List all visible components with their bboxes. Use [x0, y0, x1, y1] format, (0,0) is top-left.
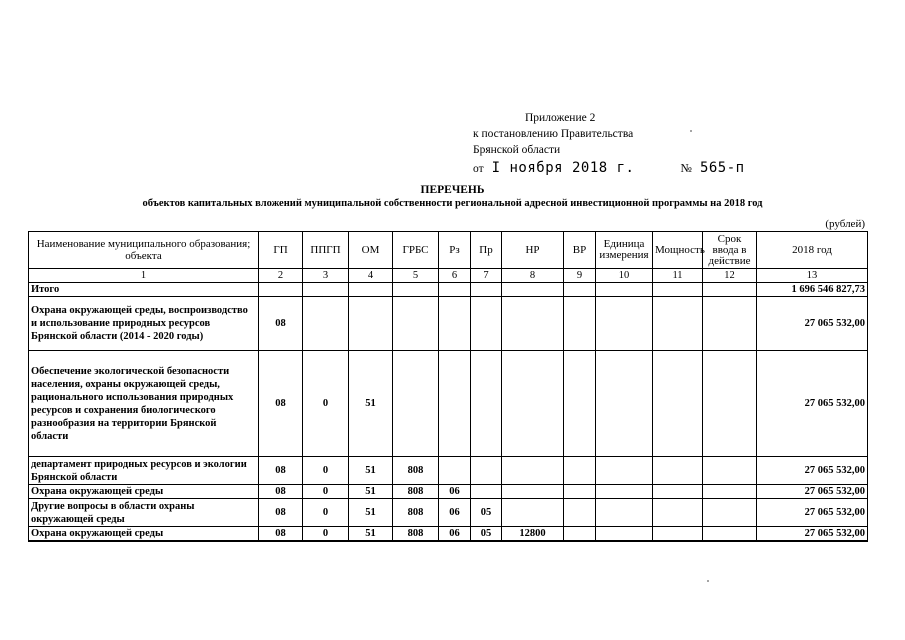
header-cell: Наименование муниципального образования; объекта — [29, 232, 259, 269]
column-number: 12 — [703, 269, 757, 283]
annex-resolution: к постановлению Правительства — [473, 128, 634, 140]
subprogram-row — [29, 351, 868, 457]
expense-row — [29, 527, 868, 542]
column-number-row — [29, 269, 868, 283]
code-cell — [596, 527, 653, 542]
code-cell — [703, 457, 757, 485]
code-cell — [471, 283, 502, 297]
code-cell: 08 — [259, 485, 303, 499]
code-cell — [502, 457, 564, 485]
column-number: 3 — [303, 269, 349, 283]
code-cell — [303, 283, 349, 297]
total-row — [29, 283, 868, 297]
code-cell: 06 — [439, 527, 471, 542]
code-cell: 51 — [349, 485, 393, 499]
code-cell — [303, 297, 349, 351]
code-cell — [564, 499, 596, 527]
code-cell: 12800 — [502, 527, 564, 542]
code-cell — [596, 351, 653, 457]
code-cell — [653, 485, 703, 499]
objects-table — [28, 231, 868, 542]
code-cell: 05 — [471, 527, 502, 542]
column-number: 10 — [596, 269, 653, 283]
code-cell — [596, 499, 653, 527]
annex-block — [473, 110, 745, 177]
code-cell — [259, 283, 303, 297]
code-cell — [703, 351, 757, 457]
code-cell — [564, 297, 596, 351]
amount-cell: 27 065 532,00 — [757, 527, 868, 542]
number-prefix: № — [680, 161, 692, 175]
code-cell: 51 — [349, 527, 393, 542]
code-cell: 51 — [349, 351, 393, 457]
header-cell: ВР — [564, 232, 596, 269]
column-number: 13 — [757, 269, 868, 283]
row-name-cell: Охрана окружающей среды, воспроизводство и использование природных ресурсов Брянской области (2014 - 2020 годы) — [29, 297, 259, 351]
code-cell — [439, 457, 471, 485]
code-cell — [703, 499, 757, 527]
date-value: I ноября 2018 г. — [491, 160, 635, 176]
code-cell — [439, 297, 471, 351]
code-cell — [349, 297, 393, 351]
code-cell: 06 — [439, 499, 471, 527]
code-cell — [439, 351, 471, 457]
code-cell: 0 — [303, 457, 349, 485]
row-name-cell: Итого — [29, 283, 259, 297]
code-cell: 51 — [349, 457, 393, 485]
code-cell — [653, 499, 703, 527]
header-cell: ГП — [259, 232, 303, 269]
document-subtitle: объектов капитальных вложений муниципальной собственности региональной адресной инвестиционной программы на 2018 год — [142, 198, 763, 209]
code-cell — [471, 351, 502, 457]
code-cell — [703, 283, 757, 297]
code-cell — [564, 351, 596, 457]
code-cell — [653, 283, 703, 297]
code-cell: 08 — [259, 457, 303, 485]
code-cell — [596, 457, 653, 485]
department-row — [29, 457, 868, 485]
amount-cell: 27 065 532,00 — [757, 297, 868, 351]
annex-region: Брянской области — [473, 144, 561, 156]
code-cell: 0 — [303, 499, 349, 527]
code-cell — [439, 283, 471, 297]
row-name-cell: Обеспечение экологической безопасности населения, охраны окружающей среды, рационального использования природных ресурсов и сохранения биологического разнообразия на территории Брянской области — [29, 351, 259, 457]
row-name-cell: Охрана окружающей среды — [29, 527, 259, 542]
row-name-cell: Другие вопросы в области охраны окружающей среды — [29, 499, 259, 527]
amount-cell: 27 065 532,00 — [757, 351, 868, 457]
code-cell: 06 — [439, 485, 471, 499]
row-name-cell: департамент природных ресурсов и экологии Брянской области — [29, 457, 259, 485]
code-cell — [564, 527, 596, 542]
code-cell — [349, 283, 393, 297]
header-cell: НР — [502, 232, 564, 269]
column-number: 2 — [259, 269, 303, 283]
date-prefix: от — [473, 163, 484, 175]
code-cell: 08 — [259, 527, 303, 542]
code-cell: 808 — [393, 499, 439, 527]
amount-cell: 27 065 532,00 — [757, 499, 868, 527]
code-cell — [596, 283, 653, 297]
code-cell — [471, 457, 502, 485]
header-cell: Пр — [471, 232, 502, 269]
code-cell — [393, 351, 439, 457]
code-cell: 08 — [259, 297, 303, 351]
number-value: 565-п — [699, 160, 745, 176]
code-cell — [502, 351, 564, 457]
header-cell: ОМ — [349, 232, 393, 269]
code-cell — [502, 485, 564, 499]
column-number: 1 — [29, 269, 259, 283]
code-cell — [502, 283, 564, 297]
program-row — [29, 297, 868, 351]
header-cell: Мощность — [653, 232, 703, 269]
code-cell — [564, 283, 596, 297]
code-cell: 808 — [393, 457, 439, 485]
code-cell — [564, 457, 596, 485]
code-cell: 0 — [303, 527, 349, 542]
code-cell: 808 — [393, 485, 439, 499]
code-cell: 08 — [259, 351, 303, 457]
column-number: 8 — [502, 269, 564, 283]
code-cell — [502, 499, 564, 527]
amount-cell: 1 696 546 827,73 — [757, 283, 868, 297]
table-body — [29, 283, 868, 542]
column-number: 7 — [471, 269, 502, 283]
scan-speck — [707, 580, 709, 582]
code-cell — [564, 485, 596, 499]
code-cell — [653, 297, 703, 351]
subsection-row — [29, 499, 868, 527]
code-cell: 08 — [259, 499, 303, 527]
unit-label: (рублей) — [825, 218, 865, 230]
scan-speck — [690, 130, 692, 132]
code-cell — [653, 457, 703, 485]
column-number: 11 — [653, 269, 703, 283]
code-cell — [393, 297, 439, 351]
column-number: 6 — [439, 269, 471, 283]
header-cell: Рз — [439, 232, 471, 269]
code-cell — [596, 485, 653, 499]
code-cell — [653, 351, 703, 457]
code-cell: 0 — [303, 351, 349, 457]
code-cell: 0 — [303, 485, 349, 499]
section-row — [29, 485, 868, 499]
code-cell — [471, 485, 502, 499]
row-name-cell: Охрана окружающей среды — [29, 485, 259, 499]
code-cell — [703, 297, 757, 351]
code-cell — [703, 485, 757, 499]
column-number: 4 — [349, 269, 393, 283]
code-cell: 05 — [471, 499, 502, 527]
header-row — [29, 232, 868, 269]
code-cell: 808 — [393, 527, 439, 542]
code-cell — [471, 297, 502, 351]
column-number: 9 — [564, 269, 596, 283]
column-number: 5 — [393, 269, 439, 283]
code-cell — [703, 527, 757, 542]
code-cell — [502, 297, 564, 351]
code-cell — [596, 297, 653, 351]
header-cell: Срок ввода в действие — [703, 232, 757, 269]
annex-title: Приложение 2 — [525, 112, 596, 124]
header-cell: 2018 год — [757, 232, 868, 269]
amount-cell: 27 065 532,00 — [757, 457, 868, 485]
document-title: ПЕРЕЧЕНЬ — [420, 184, 485, 196]
amount-cell: 27 065 532,00 — [757, 485, 868, 499]
header-cell: ППГП — [303, 232, 349, 269]
header-cell: Единица измерения — [596, 232, 653, 269]
code-cell — [653, 527, 703, 542]
header-cell: ГРБС — [393, 232, 439, 269]
code-cell — [393, 283, 439, 297]
code-cell: 51 — [349, 499, 393, 527]
annex-date-line — [473, 160, 745, 177]
